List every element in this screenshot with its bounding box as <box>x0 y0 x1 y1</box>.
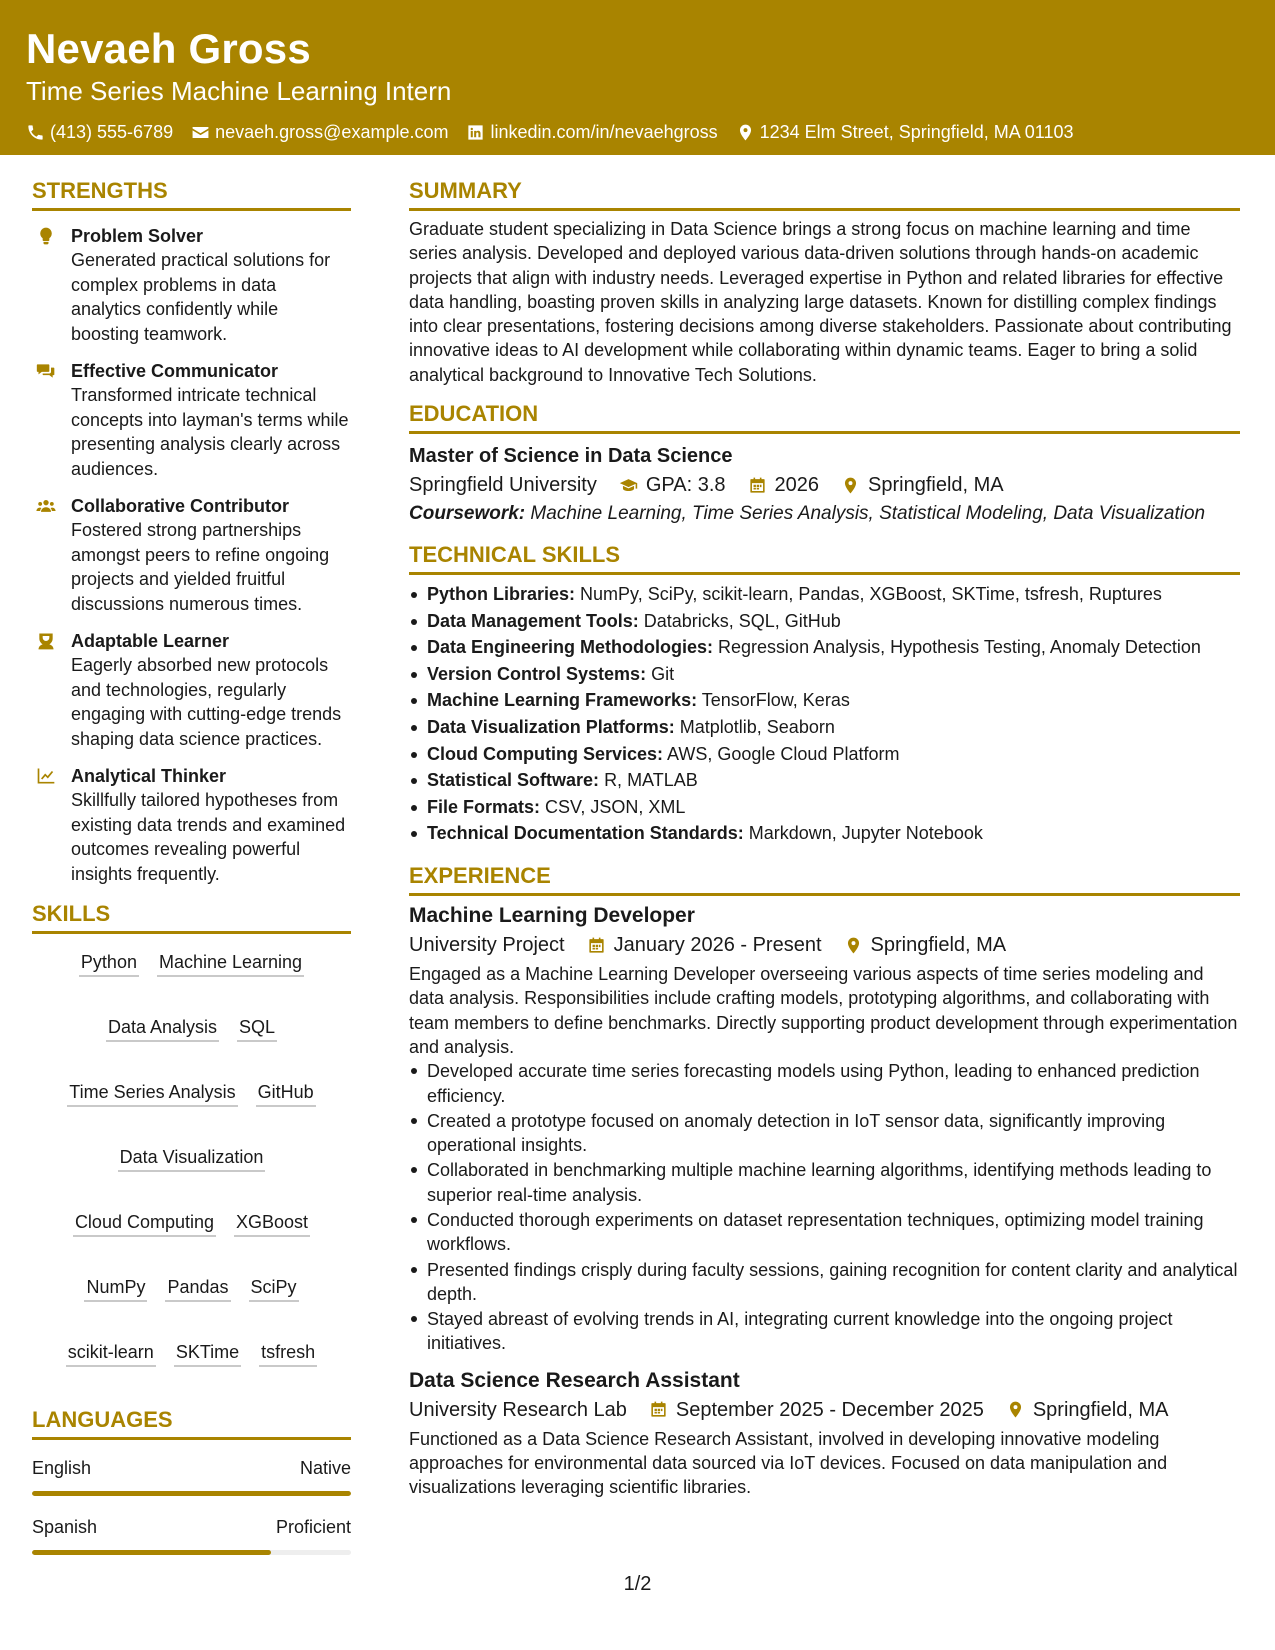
language-name: English <box>32 1458 92 1478</box>
tech-skill-value: Markdown, Jupyter Notebook <box>748 823 983 844</box>
candidate-title: Time Series Machine Learning Intern <box>26 76 452 106</box>
job-meta <box>409 1395 1240 1425</box>
degree-title: Master of Science in Data Science <box>409 445 733 468</box>
job-description: Engaged as a Machine Learning Developer overseeing various aspects of time series modeling and data analysis. Responsibilities include crafting models, prototyping algorithms, and collaborating with team members to define benchmarks. Directly supporting product development through experimentation and analysis. <box>409 964 1238 1057</box>
calendar-icon <box>748 476 767 495</box>
languages-heading: LANGUAGES <box>32 1405 351 1440</box>
job-org: University Project <box>409 934 565 957</box>
right-column <box>409 176 1240 1500</box>
education-entry <box>409 442 1240 526</box>
users-icon <box>36 496 56 516</box>
comments-icon <box>36 361 56 381</box>
tech-skill-value: TensorFlow, Keras <box>701 690 850 711</box>
strengths-list <box>32 221 351 886</box>
contact-email[interactable] <box>191 120 448 144</box>
graduation-year: 2026 <box>774 474 820 497</box>
coursework <box>409 502 1240 526</box>
calendar-icon <box>649 1400 668 1419</box>
technical-skills-heading: TECHNICAL SKILLS <box>409 540 1240 575</box>
skills-chips <box>32 944 351 1367</box>
resume-header <box>0 0 1275 155</box>
language-bar <box>32 1491 351 1496</box>
skill-chip: Cloud Computing <box>73 1210 216 1237</box>
tech-skill-item <box>409 661 1240 688</box>
job-bullets <box>409 1059 1240 1356</box>
tech-skill-label: Statistical Software: <box>427 770 600 791</box>
skill-chip: SKTime <box>174 1340 241 1367</box>
tech-skill-value: R, MATLAB <box>604 770 698 791</box>
linkedin-icon <box>466 123 485 142</box>
tech-skill-item <box>409 687 1240 714</box>
skill-chip: Time Series Analysis <box>67 1080 237 1107</box>
skill-chip: Python <box>79 950 139 977</box>
tech-skill-label: Data Visualization Platforms: <box>427 717 675 738</box>
phone-text: (413) 555-6789 <box>50 122 174 142</box>
skill-chip: Pandas <box>165 1275 230 1302</box>
tech-skill-item <box>409 608 1240 635</box>
lightbulb-icon <box>36 226 56 246</box>
job-bullet: Conducted thorough experiments on dataset representation techniques, optimizing model training workflows. <box>409 1208 1240 1257</box>
skill-chip: NumPy <box>84 1275 147 1302</box>
strength-item <box>32 764 351 886</box>
job-bullet: Presented findings crisply during faculty sessions, gaining recognition for content clarity and analytical depth. <box>409 1258 1240 1307</box>
map-pin-icon <box>844 936 863 955</box>
skill-chip: SQL <box>237 1015 277 1042</box>
tech-skill-value: AWS, Google Cloud Platform <box>667 743 900 764</box>
address-text: 1234 Elm Street, Springfield, MA 01103 <box>759 122 1074 142</box>
email-text[interactable]: nevaeh.gross@example.com <box>215 122 449 142</box>
skills-heading: SKILLS <box>32 899 351 934</box>
tech-skill-value: CSV, JSON, XML <box>545 796 686 817</box>
job-location: Springfield, MA <box>870 934 1007 957</box>
tech-skill-item <box>409 634 1240 661</box>
job-org: University Research Lab <box>409 1398 627 1421</box>
tech-skill-item <box>409 820 1240 847</box>
strength-item <box>32 494 351 616</box>
strength-title: Problem Solver <box>71 226 204 246</box>
skill-chip: scikit-learn <box>66 1340 156 1367</box>
map-pin-icon <box>841 476 860 495</box>
job-title: Machine Learning Developer <box>409 904 695 928</box>
contact-bar <box>26 120 1249 144</box>
phone-icon <box>26 123 45 142</box>
tech-skill-label: Data Management Tools: <box>427 610 639 631</box>
strength-desc: Eagerly absorbed new protocols and technologies, regularly engaging with cutting-edge trends shaping data science practices. <box>71 655 342 749</box>
job-bullet: Collaborated in benchmarking multiple machine learning algorithms, identifying methods leading to superior real-time analysis. <box>409 1158 1240 1207</box>
job-meta <box>409 930 1240 960</box>
envelope-icon <box>191 123 210 142</box>
graduation-cap-icon <box>619 476 638 495</box>
map-pin-icon <box>736 123 755 142</box>
job-location: Springfield, MA <box>1032 1398 1169 1421</box>
job-bullet: Created a prototype focused on anomaly detection in IoT sensor data, significantly improving operational insights. <box>409 1109 1240 1158</box>
tech-skill-label: Machine Learning Frameworks: <box>427 690 698 711</box>
language-bar <box>32 1550 351 1555</box>
strength-desc: Generated practical solutions for complex problems in data analytics confidently while boosting teamwork. <box>71 250 331 344</box>
skill-chip: SciPy <box>249 1275 299 1302</box>
left-column <box>32 176 351 1555</box>
tech-skill-value: Databricks, SQL, GitHub <box>643 610 841 631</box>
language-level: Proficient <box>275 1517 351 1537</box>
tech-skill-label: Cloud Computing Services: <box>427 743 664 764</box>
skill-chip: Machine Learning <box>157 950 304 977</box>
language-bar-fill <box>32 1550 271 1555</box>
education-meta <box>409 470 1240 500</box>
strength-item <box>32 359 351 481</box>
tech-skill-item <box>409 767 1240 794</box>
experience-heading: EXPERIENCE <box>409 861 1240 896</box>
candidate-name: Nevaeh Gross <box>26 25 311 72</box>
calendar-icon <box>587 936 606 955</box>
skill-chip: XGBoost <box>234 1210 310 1237</box>
tech-skill-label: Version Control Systems: <box>427 663 647 684</box>
tech-skill-value: Matplotlib, Seaborn <box>679 717 835 738</box>
strength-desc: Fostered strong partnerships amongst peers to refine ongoing projects and yielded fruitful discussions numerous times. <box>71 520 330 614</box>
education-heading: EDUCATION <box>409 399 1240 434</box>
linkedin-text[interactable]: linkedin.com/in/nevaehgross <box>490 122 718 142</box>
strength-title: Collaborative Contributor <box>71 496 290 516</box>
job-dates: January 2026 - Present <box>613 934 822 957</box>
tech-skill-item <box>409 741 1240 768</box>
language-level: Native <box>299 1458 351 1478</box>
skill-chip: GitHub <box>256 1080 316 1107</box>
strength-desc: Skillfully tailored hypotheses from existing data trends and examined outcomes revealing powerful insights frequently. <box>71 790 346 884</box>
language-item <box>32 1456 351 1496</box>
technical-skills-list <box>409 581 1240 847</box>
contact-phone <box>26 120 173 144</box>
language-list <box>32 1456 351 1555</box>
tech-skill-label: Technical Documentation Standards: <box>427 823 744 844</box>
tech-skill-item <box>409 581 1240 608</box>
strength-title: Adaptable Learner <box>71 631 230 651</box>
tech-skill-label: Python Libraries: <box>427 584 576 605</box>
coursework-list: Machine Learning, Time Series Analysis, Statistical Modeling, Data Visualization <box>530 503 1206 525</box>
job-title: Data Science Research Assistant <box>409 1368 740 1392</box>
language-item <box>32 1515 351 1555</box>
tech-skill-value: Regression Analysis, Hypothesis Testing, Anomaly Detection <box>718 637 1201 658</box>
coursework-label: Coursework: <box>409 503 526 525</box>
tech-skill-label: File Formats: <box>427 796 541 817</box>
school-name: Springfield University <box>409 474 597 497</box>
job-description: Functioned as a Data Science Research Assistant, involved in developing innovative modeling approaches for environmental data sourced via IoT devices. Focused on data manipulation and visualizations leveraging scientific libraries. <box>409 1428 1168 1498</box>
tech-skill-item <box>409 714 1240 741</box>
summary-text: Graduate student specializing in Data Science brings a strong focus on machine learning and time series analysis. Developed and deployed various data-driven solutions through hands-on academic projects that align with industry needs. Leveraged expertise in Python and related libraries for effective data handling, boasting proven skills in analyzing large datasets. Known for distilling complex findings into clear presentations, fostering decisions among diverse stakeholders. Passionate about contributing innovative ideas to AI development while collaborating within dynamic teams. Eager to bring a solid analytical background to Innovative Tech Solutions. <box>409 219 1232 385</box>
gpa-text: GPA: 3.8 <box>645 474 726 497</box>
job-bullet: Stayed abreast of evolving trends in AI, integrating current knowledge into the ongoing project initiatives. <box>409 1307 1240 1356</box>
strength-title: Analytical Thinker <box>71 766 227 786</box>
graduate-icon <box>36 631 56 651</box>
page-number: 1/2 <box>623 1573 652 1595</box>
job-bullet: Developed accurate time series forecasting models using Python, leading to enhanced prediction efficiency. <box>409 1059 1240 1108</box>
tech-skill-item <box>409 794 1240 821</box>
experience-entry <box>409 1367 1240 1500</box>
strength-item <box>32 224 351 346</box>
chart-line-icon <box>36 766 56 786</box>
education-location: Springfield, MA <box>868 474 1004 497</box>
tech-skill-label: Data Engineering Methodologies: <box>427 637 714 658</box>
skill-chip: Data Visualization <box>118 1145 266 1172</box>
job-dates: September 2025 - December 2025 <box>675 1398 984 1421</box>
skill-chip: Data Analysis <box>106 1015 219 1042</box>
strengths-heading: STRENGTHS <box>32 176 351 211</box>
contact-address <box>736 120 1074 144</box>
language-name: Spanish <box>32 1517 98 1537</box>
contact-linkedin[interactable] <box>466 120 717 144</box>
tech-skill-value: Git <box>651 663 675 684</box>
strength-item <box>32 629 351 751</box>
experience-entry <box>409 902 1240 1356</box>
strength-desc: Transformed intricate technical concepts into layman's terms while presenting analysis clearly across audiences. <box>71 385 349 479</box>
summary-heading: SUMMARY <box>409 176 1240 211</box>
language-bar-fill <box>32 1491 351 1496</box>
map-pin-icon <box>1006 1400 1025 1419</box>
strength-title: Effective Communicator <box>71 361 279 381</box>
skill-chip: tsfresh <box>259 1340 317 1367</box>
tech-skill-value: NumPy, SciPy, scikit-learn, Pandas, XGBoost, SKTime, tsfresh, Ruptures <box>580 584 1162 605</box>
